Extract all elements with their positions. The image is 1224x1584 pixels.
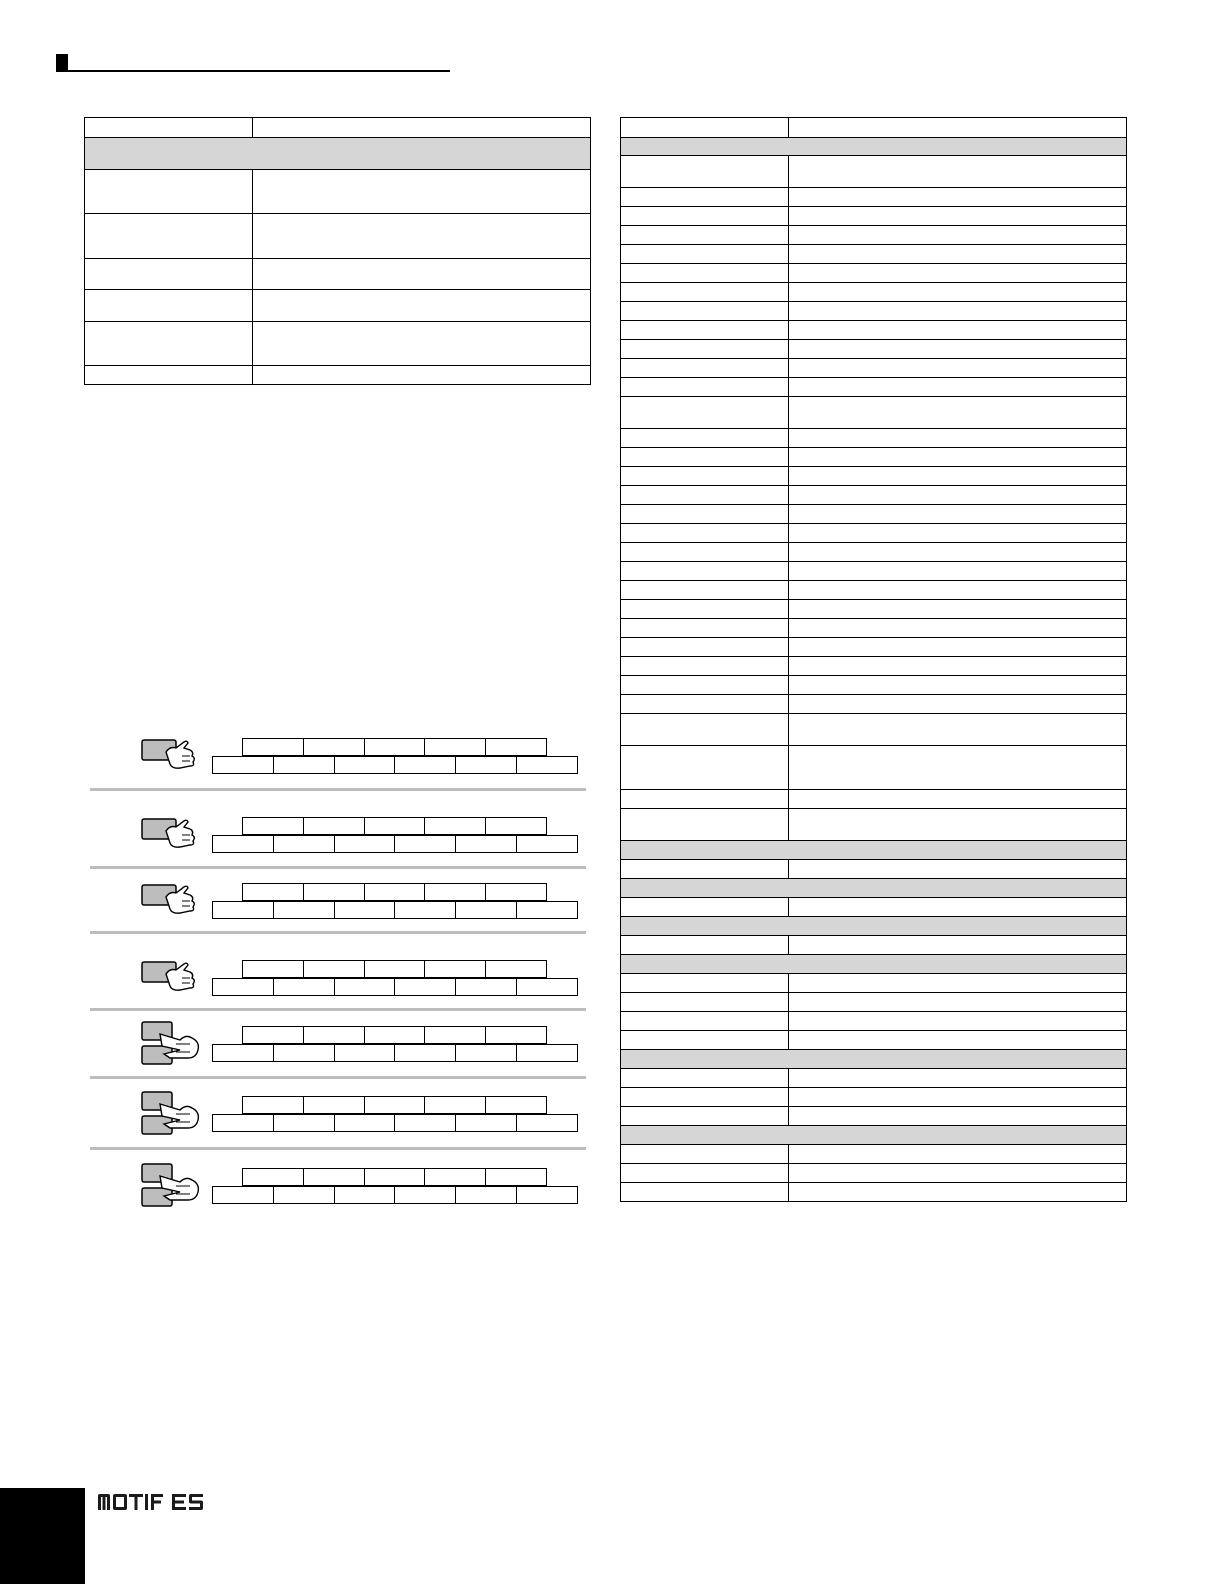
key-cell [213,902,274,918]
key-cell [274,757,335,773]
key-cell [365,739,426,755]
table-row [621,1183,1127,1202]
key-cell [335,1115,396,1131]
table-row [621,1164,1127,1183]
table-row [621,695,1127,714]
key-cell [425,818,486,834]
key-cell [365,1169,426,1185]
table-row [85,259,591,290]
table-row [621,714,1127,746]
table-row [85,214,591,259]
key-cell [486,1097,546,1113]
key-cell [395,1045,456,1061]
key-cell [486,1169,546,1185]
table-row [621,676,1127,695]
table-row [621,619,1127,638]
key-cell [213,836,274,852]
key-cell [425,1027,486,1043]
table-row [621,467,1127,486]
finger-press-button-icon [140,958,200,999]
section-row [621,1126,1127,1145]
key-cell [365,1097,426,1113]
finger-press-button-icon [140,881,200,922]
table-row [621,264,1127,283]
table-row [621,600,1127,619]
table-row [621,448,1127,467]
key-row-lower [212,1186,578,1204]
key-cell [456,1187,517,1203]
diagram-separator [90,931,586,934]
key-cell [425,739,486,755]
key-cell [304,884,365,900]
diagram-separator [90,788,586,791]
key-cell [517,1187,577,1203]
key-cell [304,1097,365,1113]
key-row-lower [212,1044,578,1062]
key-cell [304,818,365,834]
header-rule [56,70,450,72]
table-row [621,156,1127,188]
table-row [85,322,591,366]
key-cell [486,961,546,977]
key-row-lower [212,978,578,996]
section-row [621,879,1127,898]
table-row [85,366,591,385]
key-cell [335,757,396,773]
section-row [621,138,1127,156]
right-table [620,117,1127,1202]
table-row [621,505,1127,524]
diagram-separator [90,1008,586,1011]
section-row [621,955,1127,974]
key-cell [243,739,304,755]
key-cell [274,1045,335,1061]
key-cell [517,1115,577,1131]
key-cell [486,1027,546,1043]
key-cell [243,1169,304,1185]
key-cell [243,1097,304,1113]
key-cell [274,1187,335,1203]
key-cell [243,818,304,834]
key-cell [395,757,456,773]
key-row-lower [212,901,578,919]
table-row [621,974,1127,993]
key-cell [335,979,396,995]
table-row [621,809,1127,841]
table-row [621,1031,1127,1050]
table-row [621,1088,1127,1107]
section-row [85,138,591,170]
key-cell [335,902,396,918]
table-row [621,486,1127,505]
finger-press-button-icon [140,815,200,856]
key-cell [213,979,274,995]
header-marker-icon [56,54,68,70]
key-cell [517,836,577,852]
table-row [621,340,1127,359]
key-cell [243,884,304,900]
table-row [621,898,1127,917]
key-row-upper [242,883,547,901]
table-row [621,321,1127,340]
table-row [621,359,1127,378]
table-row [621,746,1127,790]
key-cell [274,836,335,852]
table-row [621,638,1127,657]
key-cell [335,1045,396,1061]
key-cell [304,961,365,977]
key-cell [365,818,426,834]
section-row [621,917,1127,936]
key-cell [456,1045,517,1061]
key-cell [304,739,365,755]
key-cell [456,757,517,773]
key-cell [395,1115,456,1131]
left-table [84,117,591,385]
page-number-block [0,1488,85,1584]
table-row [621,1107,1127,1126]
diagram-separator [90,1147,586,1150]
key-cell [365,1027,426,1043]
key-cell [456,902,517,918]
table-row [621,118,1127,138]
key-row-upper [242,1168,547,1186]
table-row [621,657,1127,676]
diagram-separator [90,1076,586,1079]
motif-es-logo [98,1490,258,1514]
key-cell [243,1027,304,1043]
key-cell [213,1045,274,1061]
key-cell [517,902,577,918]
finger-press-button-icon [140,736,200,777]
table-row [621,1145,1127,1164]
table-row [621,524,1127,543]
key-cell [213,757,274,773]
key-cell [425,1097,486,1113]
key-row-upper [242,1026,547,1044]
key-row-upper [242,738,547,756]
table-row [621,245,1127,264]
key-cell [213,1187,274,1203]
table-row [621,993,1127,1012]
key-cell [486,739,546,755]
key-cell [304,1027,365,1043]
key-cell [456,979,517,995]
table-row [85,290,591,322]
table-row [621,1069,1127,1088]
key-row-lower [212,1114,578,1132]
finger-press-two-buttons-icon [140,1090,206,1143]
key-cell [425,1169,486,1185]
table-row [621,283,1127,302]
table-row [621,429,1127,448]
key-cell [395,1187,456,1203]
table-row [621,226,1127,245]
section-row [621,1050,1127,1069]
table-row [621,378,1127,397]
key-cell [243,961,304,977]
key-row-lower [212,756,578,774]
table-row [621,302,1127,321]
table-row [621,397,1127,429]
key-cell [365,884,426,900]
table-row [621,790,1127,809]
key-cell [425,884,486,900]
key-cell [335,1187,396,1203]
table-row [85,170,591,214]
key-cell [274,902,335,918]
key-cell [274,1115,335,1131]
table-row [621,207,1127,226]
key-cell [517,757,577,773]
table-row [85,118,591,138]
key-row-lower [212,835,578,853]
table-row [621,581,1127,600]
key-cell [456,1115,517,1131]
key-cell [425,961,486,977]
key-row-upper [242,817,547,835]
finger-press-two-buttons-icon [140,1020,206,1073]
table-row [621,1012,1127,1031]
key-cell [456,836,517,852]
table-row [621,860,1127,879]
key-cell [395,979,456,995]
key-cell [517,979,577,995]
table-row [621,188,1127,207]
section-row [621,841,1127,860]
finger-press-two-buttons-icon [140,1162,206,1215]
key-cell [517,1045,577,1061]
table-row [621,936,1127,955]
table-row [621,543,1127,562]
diagram-separator [90,866,586,869]
key-row-upper [242,1096,547,1114]
key-cell [304,1169,365,1185]
key-cell [395,902,456,918]
key-cell [395,836,456,852]
key-cell [365,961,426,977]
key-cell [335,836,396,852]
table-row [621,562,1127,581]
key-cell [486,818,546,834]
key-cell [213,1115,274,1131]
key-cell [274,979,335,995]
key-cell [486,884,546,900]
key-row-upper [242,960,547,978]
